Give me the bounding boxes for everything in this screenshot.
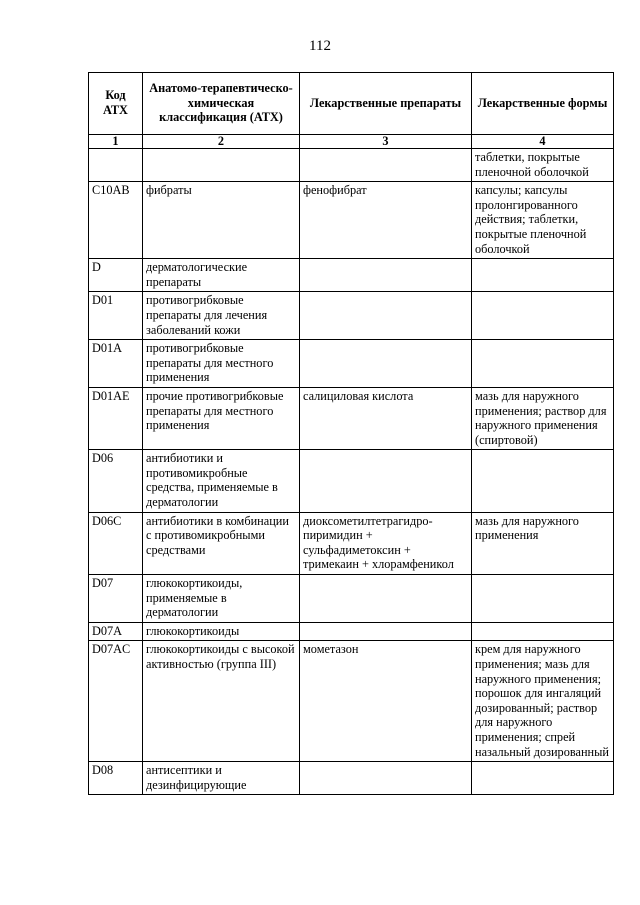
table-row [89,340,614,388]
drug-name [300,292,472,340]
dosage-form: таблетки, покрытые пленочной оболочкой [472,149,614,182]
table-row [89,387,614,449]
column-number: 3 [300,135,472,149]
atx-classification: антисептики и дезинфицирующие [143,762,300,795]
dosage-form [472,450,614,512]
atx-classification: прочие противогрибковые препараты для местного применения [143,387,300,449]
atx-code: D06 [89,450,143,512]
atx-classification: дерматологические препараты [143,259,300,292]
drug-name [300,450,472,512]
atx-code: D01AE [89,387,143,449]
dosage-form [472,575,614,623]
table-row [89,512,614,574]
drug-name [300,762,472,795]
header-code: Код АТХ [89,73,143,135]
table-row [89,259,614,292]
column-number: 4 [472,135,614,149]
atx-table [88,72,614,795]
atx-code: D01 [89,292,143,340]
dosage-form [472,340,614,388]
atx-classification: фибраты [143,182,300,259]
atx-classification: глюкокортикоиды с высокой активностью (группа III) [143,641,300,762]
atx-classification: антибиотики в комбинации с противомикробными средствами [143,512,300,574]
dosage-form [472,292,614,340]
atx-code: D07 [89,575,143,623]
atx-classification: антибиотики и противомикробные средства, применяемые в дерматологии [143,450,300,512]
atx-classification: глюкокортикоиды, применяемые в дерматологии [143,575,300,623]
atx-code: D07AC [89,641,143,762]
dosage-form: мазь для наружного применения [472,512,614,574]
table-row [89,292,614,340]
drug-name [300,575,472,623]
drug-name [300,149,472,182]
dosage-form: капсулы; капсулы пролонгированного действия; таблетки, покрытые пленочной оболочкой [472,182,614,259]
column-number: 2 [143,135,300,149]
column-numbers-row [89,135,614,149]
dosage-form: крем для наружного применения; мазь для наружного применения; порошок для ингаляций дозированный; раствор для наружного применения; спрей назальный дозированный [472,641,614,762]
drug-name: диоксометилтетрагидро-пиримидин + сульфадиметоксин + тримекаин + хлорамфеникол [300,512,472,574]
drug-name: салициловая кислота [300,387,472,449]
drug-name [300,340,472,388]
atx-code: D [89,259,143,292]
dosage-form: мазь для наружного применения; раствор для наружного применения (спиртовой) [472,387,614,449]
atx-code [89,149,143,182]
atx-classification: противогрибковые препараты для лечения заболеваний кожи [143,292,300,340]
header-classification: Анатомо-терапевтическо-химическая классификация (АТХ) [143,73,300,135]
table-row [89,149,614,182]
atx-classification: глюкокортикоиды [143,622,300,641]
dosage-form [472,762,614,795]
drug-name: мометазон [300,641,472,762]
column-number: 1 [89,135,143,149]
table-row [89,575,614,623]
header-drugs: Лекарственные препараты [300,73,472,135]
atx-code: C10AB [89,182,143,259]
page-number: 112 [309,38,331,54]
dosage-form [472,622,614,641]
atx-classification [143,149,300,182]
atx-classification: противогрибковые препараты для местного применения [143,340,300,388]
table-row [89,762,614,795]
drug-name [300,259,472,292]
header-forms: Лекарственные формы [472,73,614,135]
atx-code: D08 [89,762,143,795]
header-row [89,73,614,135]
table-row [89,450,614,512]
atx-code: D06C [89,512,143,574]
drug-name: фенофибрат [300,182,472,259]
table-row [89,641,614,762]
atx-code: D07A [89,622,143,641]
dosage-form [472,259,614,292]
table-row [89,622,614,641]
drug-name [300,622,472,641]
atx-code: D01A [89,340,143,388]
table-row [89,182,614,259]
